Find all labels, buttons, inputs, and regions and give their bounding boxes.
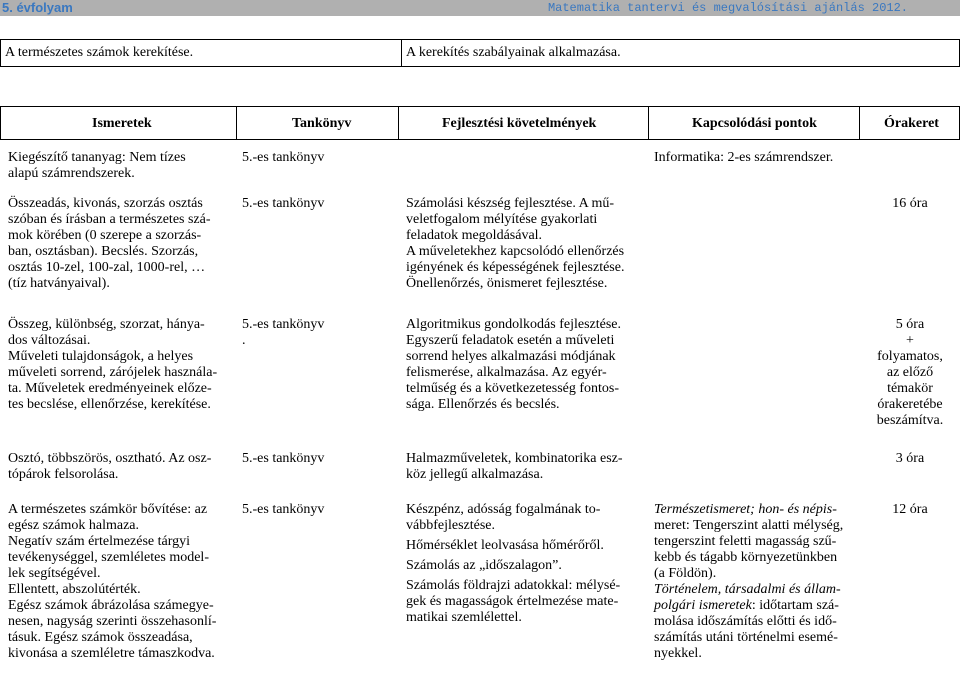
text-line: Negatív szám értelmezése tárgyi: [8, 534, 191, 549]
row-1-ismeretek: [8, 196, 233, 292]
text-line: Egész számok ábrázolása számegye-: [8, 598, 214, 613]
text-line: ban, osztásban). Becslés. Szorzás,: [8, 244, 199, 259]
column-divider: [236, 107, 237, 139]
text-line: lek segítségével.: [8, 566, 101, 581]
text-line: A természetes számkör bővítése: az: [8, 502, 208, 517]
text-line: Önellenőrzés, önismeret fejlesztése.: [406, 276, 608, 291]
text-line: Osztó, többszörös, osztható. Az osz-: [8, 451, 212, 466]
text-line: Számolás az „időszalagon”.: [406, 558, 562, 573]
text-line: felismerése, alkalmazása. Az egyér-: [406, 365, 607, 380]
text-line: 5 óra: [895, 317, 925, 332]
text-line: műveleti sorrend, zárójelek használa-: [8, 365, 218, 380]
text-line: beszámítva.: [876, 413, 944, 428]
text-line: köz jellegű alkalmazása.: [406, 467, 544, 482]
text-line: tópárok felsorolása.: [8, 467, 119, 482]
text-line: az előző: [886, 365, 934, 380]
text-line: nesen, nagyság szerinti összehasonlí-: [8, 614, 217, 629]
text-line: Összeg, különbség, szorzat, hánya-: [8, 317, 205, 332]
text-line: Halmazműveletek, kombinatorika esz-: [406, 451, 623, 466]
text-line: Algoritmikus gondolkodás fejlesztése.: [406, 317, 622, 332]
row-2-tankonyv: [242, 317, 324, 349]
row-4-orakeret: 12 óra: [892, 502, 928, 517]
text-line: igényének és képességének fejlesztése.: [406, 260, 625, 275]
rounding-topic: A természetes számok kerekítése.: [1, 40, 402, 67]
column-divider: [398, 107, 399, 139]
column-header-fejlesztes: Fejlesztési követelmények: [442, 116, 597, 131]
text-line: +: [906, 333, 914, 348]
row-3-orakeret: 3 óra: [895, 451, 925, 466]
column-divider: [859, 107, 860, 139]
row-0-kapcsolodas: Informatika: 2-es számrendszer.: [654, 150, 834, 165]
text-line: (tíz hatványaival).: [8, 276, 110, 291]
text-line: Hőmérséklet leolvasása hőmérőről.: [406, 538, 604, 553]
text-line: egész számok halmaza.: [8, 518, 139, 533]
text-line: vábbfejlesztése.: [406, 518, 496, 533]
row-2-fejlesztes: [406, 317, 646, 413]
text-line: Műveleti tulajdonságok, a helyes: [8, 349, 194, 364]
text-line: molása időszámítás előtti és idő-: [654, 614, 837, 629]
text-span: polgári ismeretek: [654, 598, 752, 613]
document-title: Matematika tantervi és megvalósítási ajánlás 2012.: [547, 1, 908, 15]
text-line: mok körében (0 szerepe a szorzás-: [8, 228, 202, 243]
row-4-kapcsolodas: [654, 502, 859, 662]
row-3-tankonyv: 5.-es tankönyv: [242, 451, 325, 466]
column-header-ismeretek: Ismeretek: [92, 116, 152, 131]
text-line: Számolás földrajzi adatokkal: mélysé-: [406, 578, 621, 593]
text-line: Ellentett, abszolútérték.: [8, 582, 141, 597]
column-header-orakeret: Órakeret: [884, 116, 939, 131]
text-line: 5.-es tankönyv: [242, 317, 325, 332]
text-line: sága. Ellenőrzés és becslés.: [406, 397, 560, 412]
text-line: matikai szemlélettel.: [406, 610, 522, 625]
text-line: gek és magasságok értelmezése mate-: [406, 594, 619, 609]
text-line: [654, 598, 859, 614]
text-line: kivonása a szemléletre támaszkodva.: [8, 646, 215, 661]
row-2-ismeretek: [8, 317, 236, 413]
column-header-tankonyv: Tankönyv: [292, 116, 352, 131]
header-bar: [0, 0, 960, 16]
text-line: alapú számrendszerek.: [8, 166, 135, 181]
row-3-ismeretek: [8, 451, 236, 483]
text-line: feladatok megoldásával.: [406, 228, 543, 243]
row-1-tankonyv: 5.-es tankönyv: [242, 196, 325, 211]
text-line: órakeretébe: [877, 397, 943, 412]
text-line: témakör: [887, 381, 933, 396]
row-1-fejlesztes: [406, 196, 646, 292]
row-4-fejlesztes: [406, 502, 646, 626]
text-line: tengerszint feletti magasság szű-: [654, 534, 837, 549]
row-1-orakeret: 16 óra: [892, 196, 928, 211]
text-line: tes becslése, ellenőrzése, kerekítése.: [8, 397, 211, 412]
rounding-table: [0, 39, 960, 67]
text-line: számítás utáni történelmi esemé-: [654, 630, 838, 645]
row-4-ismeretek: [8, 502, 236, 662]
rounding-skill: A kerekítés szabályainak alkalmazása.: [402, 40, 960, 67]
column-header-kapcsolodas: Kapcsolódási pontok: [692, 116, 817, 131]
text-line: Összeadás, kivonás, szorzás osztás: [8, 196, 203, 211]
text-line: meret: Tengerszint alatti mélység,: [654, 518, 844, 533]
text-line: telműség és a következetesség fontos-: [406, 381, 620, 396]
row-0-tankonyv: 5.-es tankönyv: [242, 150, 325, 165]
text-line: tásuk. Egész számok összeadása,: [8, 630, 193, 645]
text-line: dos változásai.: [8, 333, 91, 348]
text-line: kebb és tágabb környezetünkben: [654, 550, 838, 565]
text-line: (a Földön).: [654, 566, 717, 581]
column-divider: [648, 107, 649, 139]
text-line: veletfogalom mélyítése gyakorlati: [406, 212, 598, 227]
text-line: Természetismeret; hon- és népis-: [654, 502, 837, 517]
text-line: Történelem, társadalmi és állam-: [654, 582, 841, 597]
text-line: sorrend helyes alkalmazási módjának: [406, 349, 616, 364]
grade-label: 5. évfolyam: [2, 0, 73, 15]
text-line: ta. Műveletek eredményeinek előze-: [8, 381, 212, 396]
text-line: Kiegészítő tananyag: Nem tízes: [8, 150, 186, 165]
row-0-ismeretek: [8, 150, 233, 182]
text-line: Számolási készség fejlesztése. A mű-: [406, 196, 614, 211]
text-line: osztás 10-zel, 100-zal, 1000-rel, …: [8, 260, 206, 275]
row-3-fejlesztes: [406, 451, 646, 483]
text-line: .: [242, 333, 246, 348]
text-line: Készpénz, adósság fogalmának to-: [406, 502, 601, 517]
text-line: folyamatos,: [877, 349, 943, 364]
header-top-border: [0, 106, 960, 107]
text-line: tevékenységgel, szemléletes model-: [8, 550, 209, 565]
column-divider: [0, 107, 1, 139]
row-2-orakeret: [862, 317, 958, 429]
table-row: [1, 40, 960, 67]
row-4-tankonyv: 5.-es tankönyv: [242, 502, 325, 517]
text-line: Egyszerű feladatok esetén a műveleti: [406, 333, 615, 348]
header-bottom-border: [0, 139, 960, 140]
text-span: : időtartam szá-: [751, 598, 839, 613]
text-line: szóban és írásban a természetes szá-: [8, 212, 211, 227]
text-line: nyekkel.: [654, 646, 702, 661]
text-line: A műveletekhez kapcsolódó ellenőrzés: [406, 244, 625, 259]
